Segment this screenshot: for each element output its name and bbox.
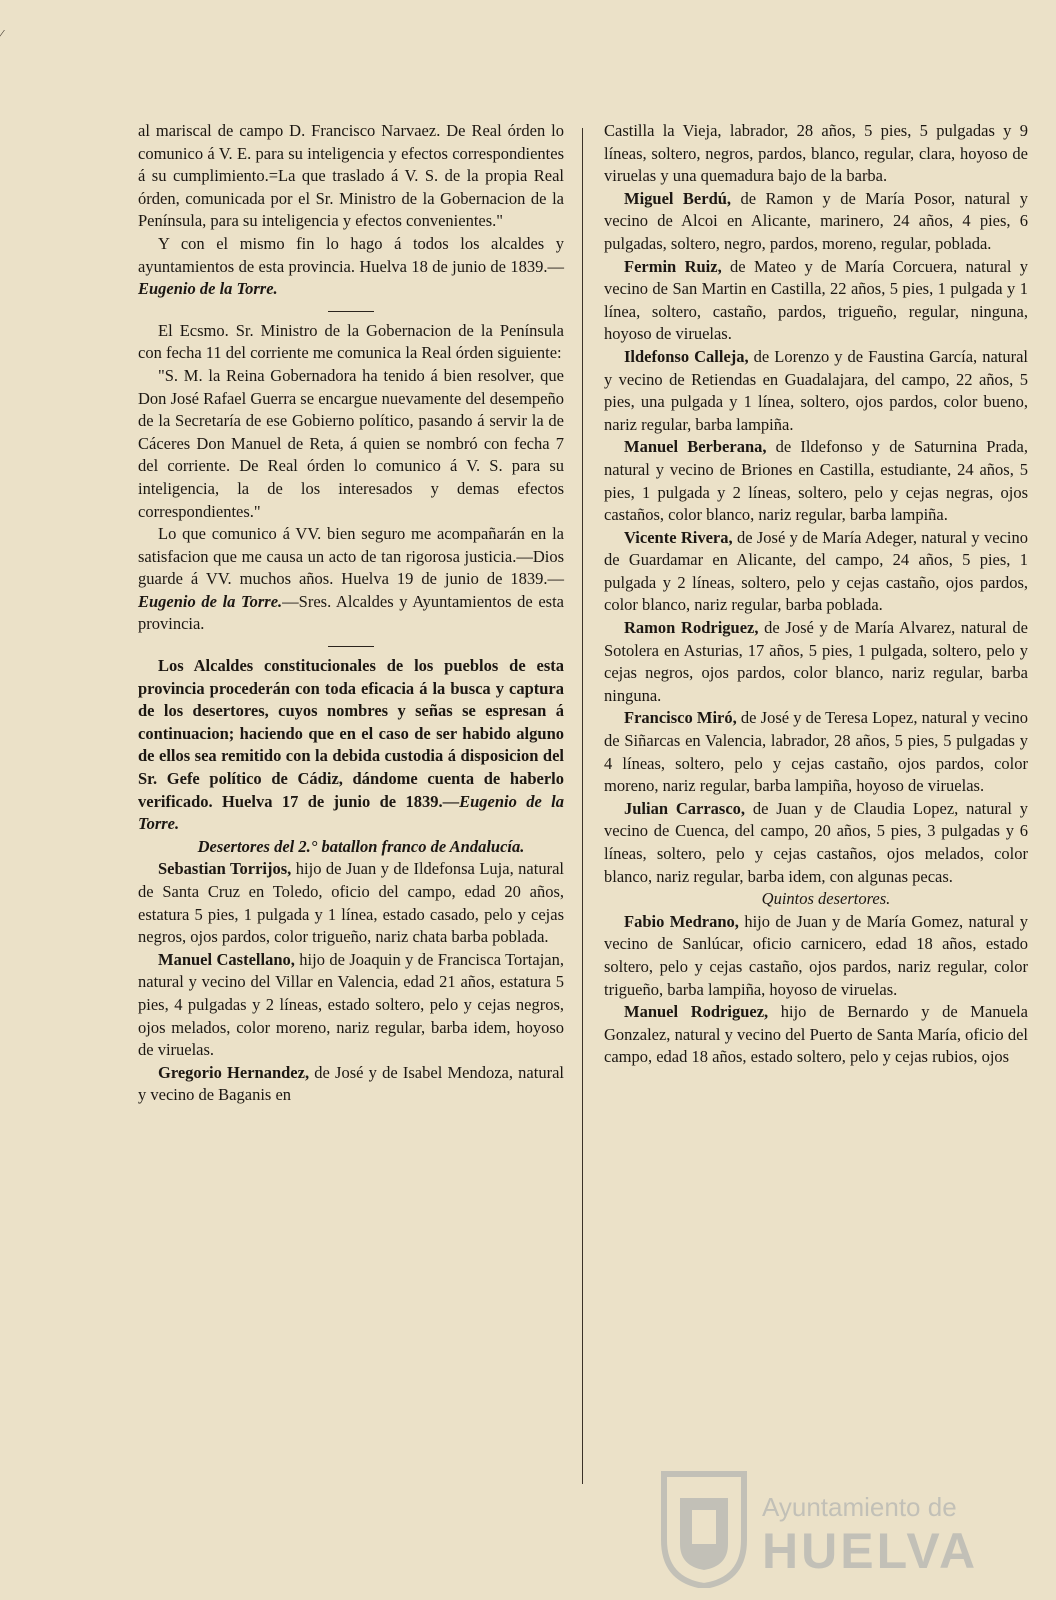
column-divider xyxy=(582,128,583,1484)
deserter-entry: Fermin Ruiz, de Mateo y de María Corcuera, natural y vecino de San Martin en Castilla, 22 años, 5 pies, 1 pulgada y 1 línea, soltero, castaño, pardos, trigueño, regular, ninguna, hoyoso de viruelas. xyxy=(604,256,1028,344)
corner-mark: ⁄ xyxy=(0,28,3,43)
right-column xyxy=(604,120,1028,1069)
paragraph: El Ecsmo. Sr. Ministro de la Gobernacion de la Península con fecha 11 del corriente me comunica la Real órden siguiente: xyxy=(138,320,564,363)
deserter-entry: Ildefonso Calleja, de Lorenzo y de Faustina García, natural y vecino de Retiendas en Guadalajara, del campo, 22 años, 5 pies, una pulgada y 1 línea, soltero, ojos pardos, color bueno, nariz regular, barba lampiña. xyxy=(604,346,1029,434)
deserter-entry: Gregorio Hernandez, de José y de Isabel Mendoza, natural y vecino de Baganis en xyxy=(138,1062,564,1105)
paragraph: Y con el mismo fin lo hago á todos los alcaldes y ayuntamientos de esta provincia. Huelva 18 de junio de 1839.—Eugenio de la Torre. xyxy=(138,233,564,299)
paragraph: al mariscal de campo D. Francisco Narvaez. De Real órden lo comunico á V. E. para su inteligencia y efectos correspondientes á su cumplimiento.=La que traslado á V. S. de la propia Real órden, comunicada por el Sr. Ministro de la Gobernacion de la Península, para su inteligencia y efectos convenientes." xyxy=(138,121,564,231)
deserter-entry: Fabio Medrano, hijo de Juan y de María Gomez, natural y vecino de Sanlúcar, oficio carnicero, edad 18 años, estado soltero, pelo y cejas castaño, ojos pardos, nariz regular, color trigueño, barba lampiña, hoyoso de viruelas. xyxy=(604,911,1028,999)
watermark xyxy=(650,1470,1030,1590)
signature: Eugenio de la Torre. xyxy=(138,791,564,834)
paragraph: Los Alcaldes constitucionales de los pueblos de esta provincia procederán con toda eficacia á la busca y captura de los desertores, cuyos nombres y señas se espresan á continuacion; haciendo que en el caso de ser habido alguno de ellos sea remitido con la debida custodia á disposicion del Sr. Gefe político de Cádiz, dándome cuenta de haberlo verificado. Huelva 17 de junio de 1839.—Eugenio de la Torre. xyxy=(138,656,564,834)
deserter-entry: Ramon Rodriguez, de José y de María Alvarez, natural de Sotolera en Asturias, 17 años, 5 pies, 1 pulgada, soltero, pelo y cejas negros, ojos pardos, color blanco, nariz regular, barba ninguna. xyxy=(604,618,1028,705)
deserter-entry: Sebastian Torrijos, hijo de Juan y de Ildefonsa Luja, natural de Santa Cruz en Toledo, oficio del campo, edad 20 años, estatura 5 pies, 1 pulgada y 1 línea, estado casado, pelo y cejas negros, ojos pardos, color trigueño, nariz chata barba poblada. xyxy=(138,859,564,947)
deserter-entry: Manuel Rodriguez, hijo de Bernardo y de Manuela Gonzalez, natural y vecino del Puerto de Santa María, oficio del campo, edad 18 años, estado soltero, pelo y cejas rubios, ojos xyxy=(604,1002,1028,1067)
deserter-entry: Julian Carrasco, de Juan y de Claudia Lopez, natural y vecino de Cuenca, del campo, 20 años, 5 pies, 3 pulgadas y 6 líneas, soltero, pelo y cejas castaños, ojos melados, color blanco, nariz regular, barba idem, con algunas pecas. xyxy=(604,798,1028,886)
deserter-entry: Manuel Berberana, de Ildefonso y de Saturnina Prada, natural y vecino de Briones en Castilla, estudiante, 24 años, 5 pies, 1 pulgada y 2 líneas, soltero, pelo y cejas negras, ojos castaños, color blanco, nariz regular, barba lampiña. xyxy=(604,437,1028,525)
separator-rule xyxy=(328,311,374,312)
paragraph: Lo que comunico á VV. bien seguro me acompañarán en la satisfacion que me causa un acto de tan rigorosa justicia.—Dios guarde á VV. muchos años. Huelva 19 de junio de 1839.—Eugenio de la Torre.—Sres. Alcaldes y Ayuntamientos de esta provincia. xyxy=(138,524,564,634)
deserter-entry: Castilla la Vieja, labrador, 28 años, 5 pies, 5 pulgadas y 9 líneas, soltero, negros, pardos, blanco, regular, clara, hoyoso de viruelas y una quemadura bajo de la barba. xyxy=(604,121,1028,186)
watermark-text: HUELVA xyxy=(762,1523,979,1579)
section-heading: Quintos desertores. xyxy=(761,889,891,909)
section-heading: Desertores del 2.° batallon franco de Andalucía. xyxy=(197,836,525,856)
separator-rule xyxy=(328,646,374,647)
signature: Eugenio de la Torre. xyxy=(138,591,283,611)
left-column xyxy=(138,120,564,1107)
watermark-text: Ayuntamiento de xyxy=(762,1492,957,1522)
deserter-entry: Manuel Castellano, hijo de Joaquin y de Francisca Tortajan, natural y vecino del Villar en Valencia, edad 21 años, estatura 5 pies, 4 pulgadas y 2 líneas, estado soltero, pelo y cejas negros, ojos melados, color moreno, nariz regular, barba idem, hoyoso de viruelas. xyxy=(138,949,564,1060)
city-seal-icon xyxy=(658,1470,750,1588)
paragraph: "S. M. la Reina Gobernadora ha tenido á bien resolver, que Don José Rafael Guerra se encargue nuevamente del desempeño de la Secretaría de ese Gobierno político, pasando á servir la de Cáceres Don Manuel de Reta, á quien se nombró con fecha 7 del corriente. De Real órden lo comunico á V. S. para su inteligencia, la de los interesados y demas efectos correspondientes." xyxy=(138,365,564,521)
signature: Eugenio de la Torre. xyxy=(138,279,278,299)
deserter-entry: Vicente Rivera, de José y de María Adeger, natural y vecino de Guardamar en Alicante, del campo, 24 años, 5 pies, 1 pulgada y 2 líneas, soltero, pelo y cejas castaño, ojos pardos, color blanco, nariz regular, barba poblada. xyxy=(604,527,1028,615)
deserter-entry: Miguel Berdú, de Ramon y de María Posor, natural y vecino de Alcoi en Alicante, marinero, 24 años, 4 pies, 6 pulgadas, soltero, negro, pardos, moreno, regular, poblada. xyxy=(604,188,1028,253)
deserter-entry: Francisco Miró, de José y de Teresa Lopez, natural y vecino de Siñarcas en Valencia, labrador, 28 años, 5 pies, 5 pulgadas y 4 líneas, soltero, pelo y cejas castaño, ojos pardos, color moreno, nariz regular, barba lampiña, hoyoso de viruelas. xyxy=(604,708,1028,796)
